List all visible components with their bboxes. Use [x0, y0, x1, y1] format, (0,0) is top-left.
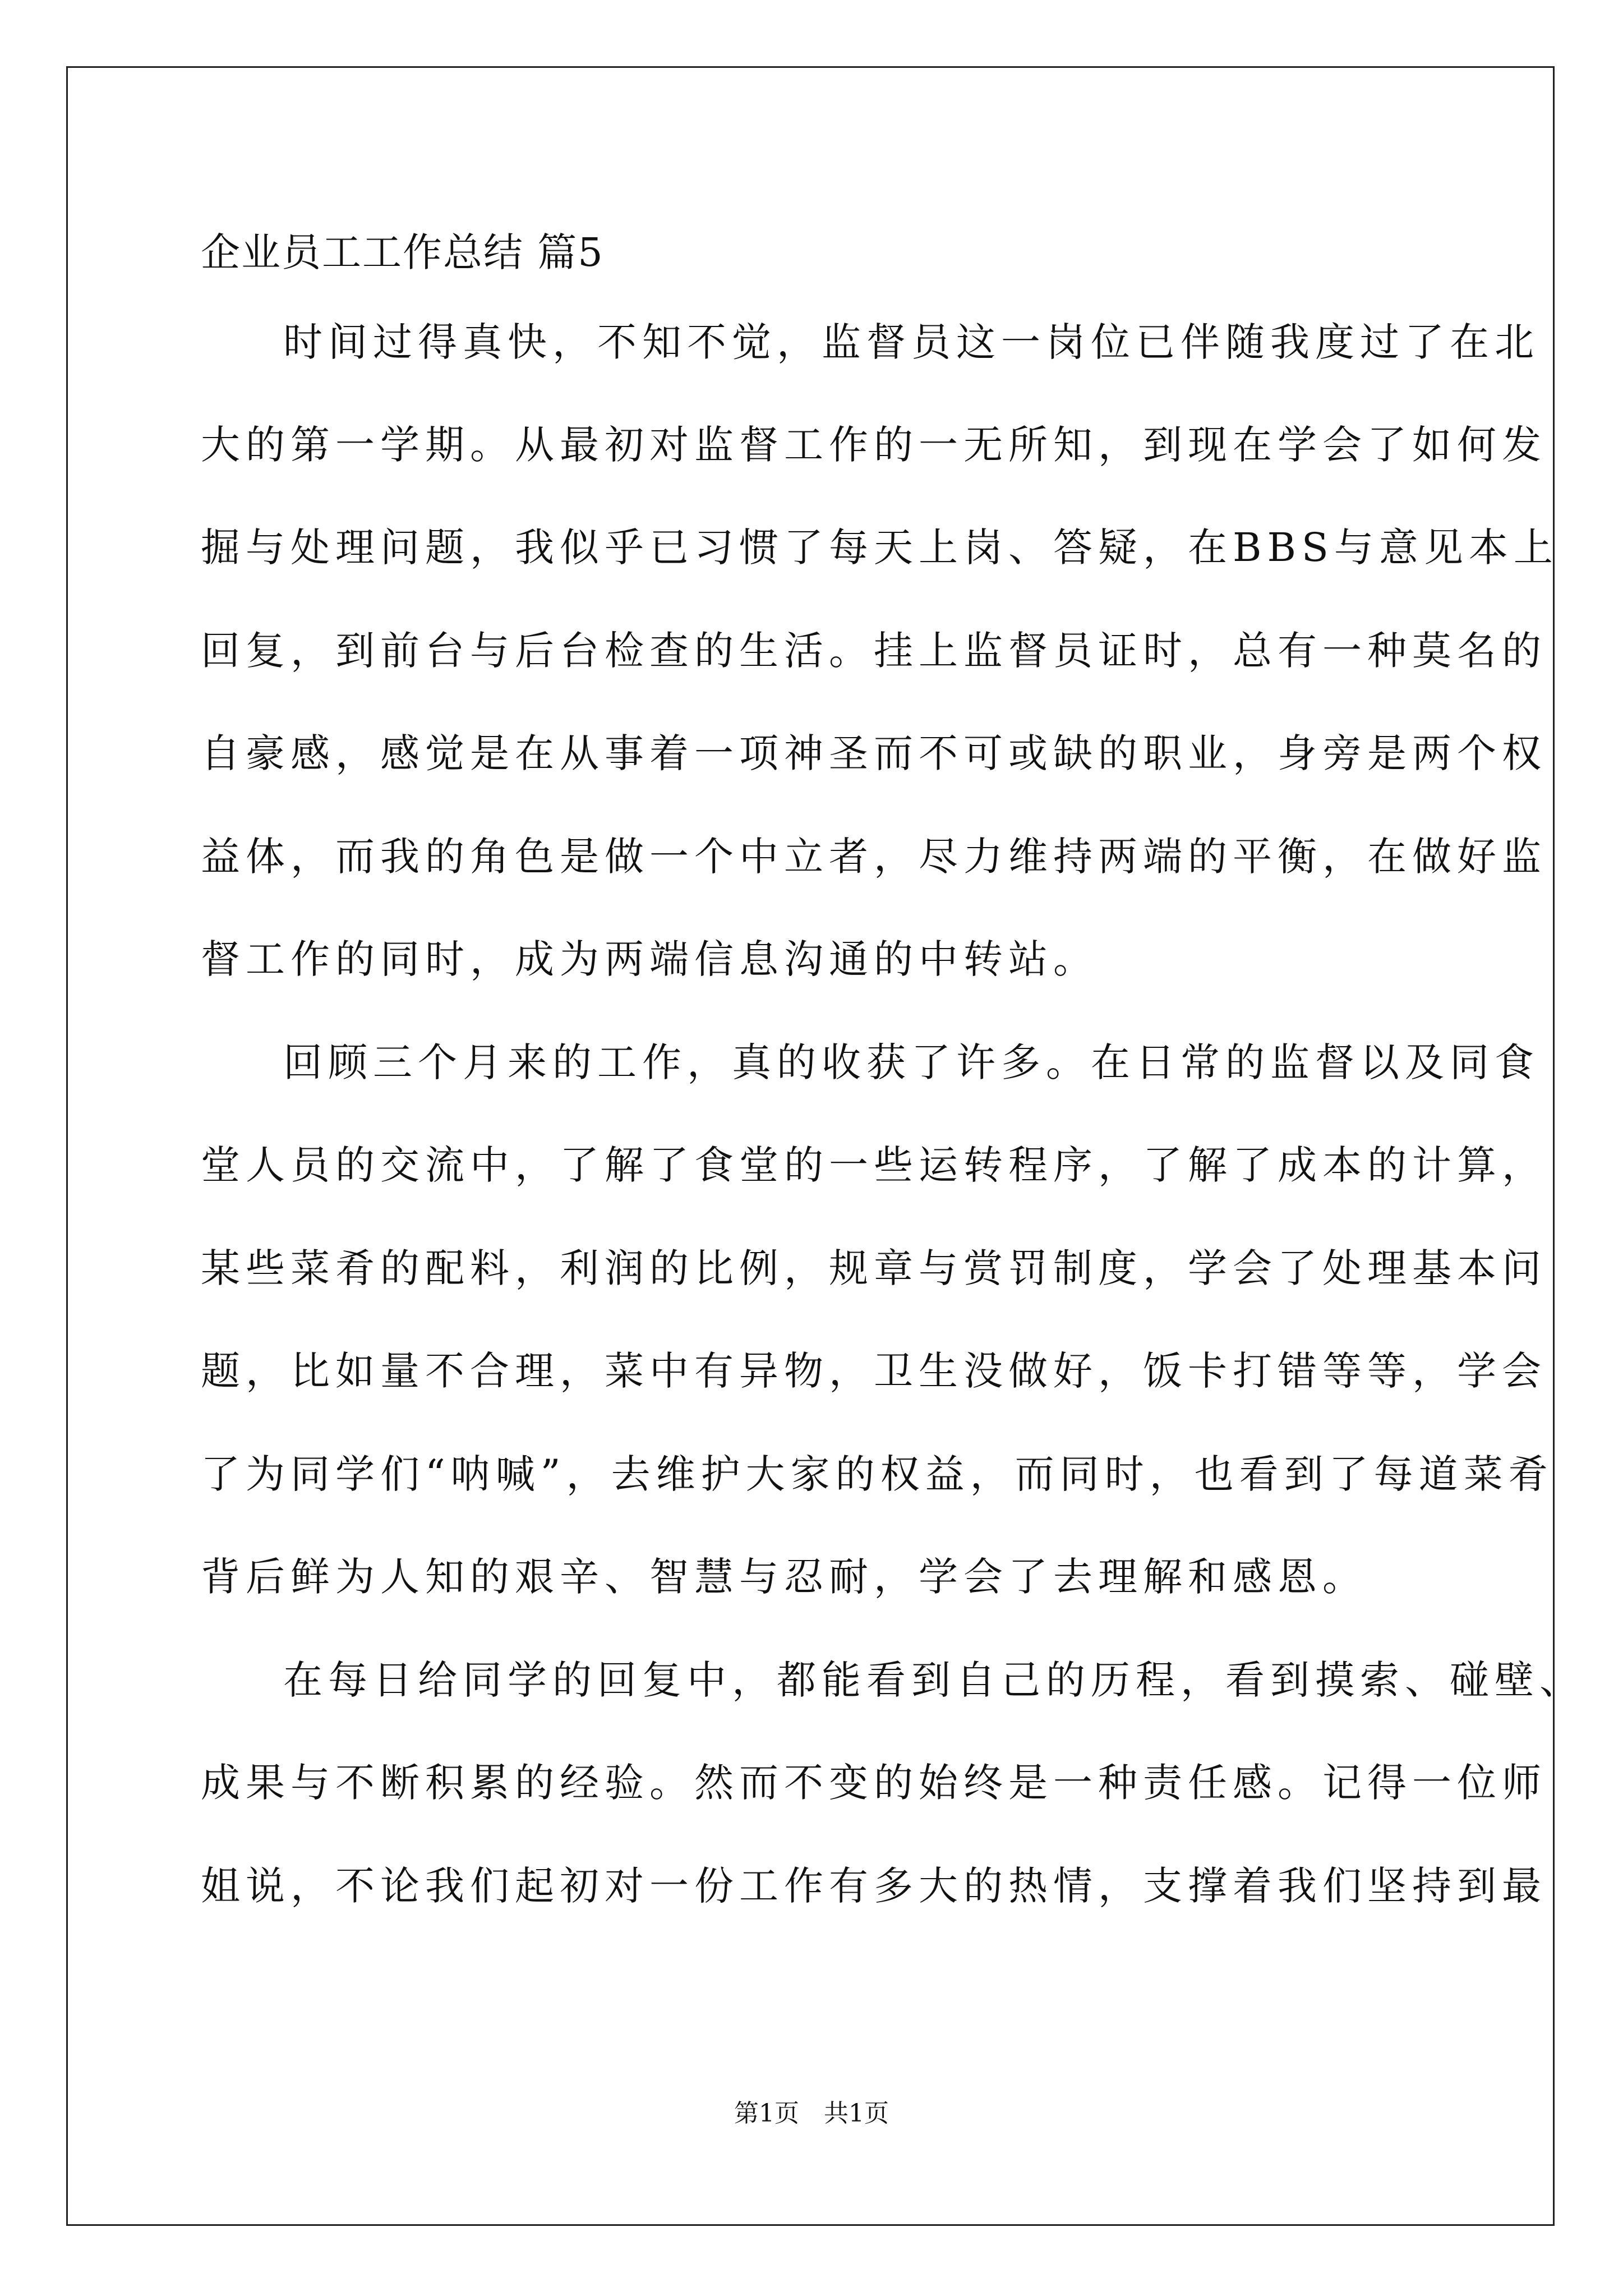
- paragraph-1-line-1: 时间过得真快，不知不觉，监督员这一岗位已伴随我度过了在北: [283, 319, 1539, 365]
- paragraph-1-line-3: 掘与处理问题，我似乎已习惯了每天上岗、答疑，在BBS与意见本上: [201, 524, 1559, 570]
- paragraph-3-line-2: 成果与不断积累的经验。然而不变的始终是一种责任感。记得一位师: [201, 1760, 1547, 1806]
- paragraph-1-line-6: 益体，而我的角色是做一个中立者，尽力维持两端的平衡，在做好监: [201, 834, 1547, 880]
- paragraph-2-line-4: 题，比如量不合理，菜中有异物，卫生没做好，饭卡打错等等，学会: [201, 1348, 1547, 1394]
- paragraph-2-line-6: 背后鲜为人知的艰辛、智慧与忍耐，学会了去理解和感恩。: [201, 1554, 1367, 1600]
- paragraph-2-line-5: 了为同学们“呐喊”，去维护大家的权益，而同时，也看到了每道菜肴: [201, 1451, 1553, 1497]
- paragraph-2-line-3: 某些菜肴的配料，利润的比例，规章与赏罚制度，学会了处理基本问: [201, 1245, 1547, 1291]
- paragraph-1-line-4: 回复，到前台与后台检查的生活。挂上监督员证时，总有一种莫名的: [201, 628, 1547, 674]
- paragraph-1-line-2: 大的第一学期。从最初对监督工作的一无所知，到现在学会了如何发: [201, 422, 1547, 468]
- paragraph-3-line-3: 姐说，不论我们起初对一份工作有多大的热情，支撑着我们坚持到最: [201, 1863, 1547, 1909]
- paragraph-3-line-1: 在每日给同学的回复中，都能看到自己的历程，看到摸索、碰壁、: [283, 1657, 1584, 1703]
- page-number-footer: 第1页 共1页: [734, 2099, 889, 2128]
- paragraph-1-line-7: 督工作的同时，成为两端信息沟通的中转站。: [201, 936, 1098, 982]
- document-title: 企业员工工作总结 篇5: [201, 229, 604, 275]
- paragraph-2-line-2: 堂人员的交流中，了解了食堂的一些运转程序，了解了成本的计算，: [201, 1142, 1547, 1188]
- paragraph-2-line-1: 回顾三个月来的工作，真的收获了许多。在日常的监督以及同食: [283, 1039, 1539, 1085]
- paragraph-1-line-5: 自豪感，感觉是在从事着一项神圣而不可或缺的职业，身旁是两个权: [201, 730, 1547, 776]
